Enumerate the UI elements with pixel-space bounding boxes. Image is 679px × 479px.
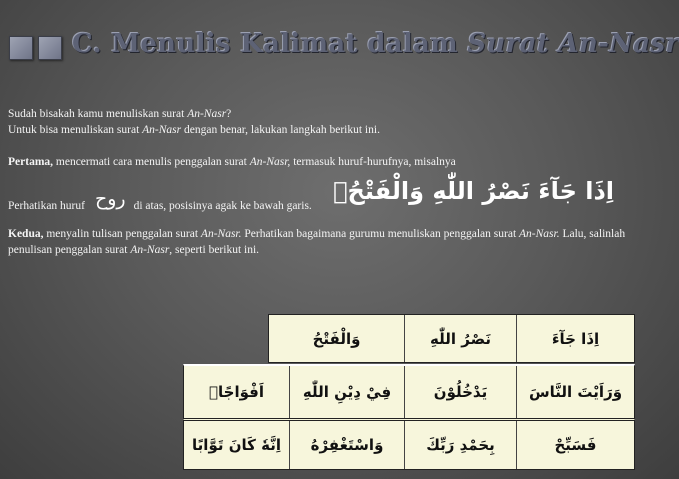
p5-text-d: , seperti berikut ini. (169, 244, 260, 256)
p5-surah-1: An-Nasr. (200, 228, 242, 240)
table-cell: فَسَبِّحْ (516, 421, 634, 469)
p1-text-b: ? (226, 108, 232, 120)
p4-text-b: di atas, posisinya agak ke bawah garis. (133, 200, 312, 212)
table-cell: وَالْفَتْحُ (312, 329, 361, 348)
p2-text-a: Untuk bisa menuliskan surat (8, 124, 143, 136)
p3-text-a: mencermati cara menulis penggalan surat (53, 156, 250, 168)
table-cell: يَدْخُلُوْنَ (404, 366, 516, 418)
table-row (183, 364, 635, 419)
p3-surah: An-Nasr, (249, 156, 291, 168)
table-cell: فِيْ دِيْنِ اللّٰهِ (289, 366, 404, 418)
paragraph-instruction (8, 122, 380, 138)
title-bullet-square-1 (9, 36, 33, 60)
paragraph-step-one (8, 154, 456, 170)
paragraph-step-two (8, 226, 628, 258)
table-cell: وَرَاَيْتَ النَّاسَ (516, 366, 634, 418)
slide-title-surah: Surat An-Nasr (467, 29, 679, 59)
p5-text-a: menyalin tulisan penggalan surat (43, 228, 201, 240)
p4-text-a: Perhatikan huruf (8, 200, 85, 212)
p1-text-a: Sudah bisakah kamu menuliskan surat (8, 108, 188, 120)
slide-title-prefix: C. Menulis Kalimat dalam (72, 29, 468, 59)
p2-text-b: dengan benar, lakukan langkah berikut ini. (181, 124, 380, 136)
p5-surah-2: An-Nasr. (519, 228, 560, 240)
slide-title (72, 29, 679, 59)
paragraph-letters-note (8, 188, 312, 214)
p5-text-c: Lalu, salinlah penulisan penggalan surat (8, 228, 626, 256)
table-row (268, 314, 635, 363)
table-cell: وَاسْتَغْفِرْهُ (289, 421, 404, 469)
p1-surah: An-Nasr (187, 108, 227, 120)
ayat-example: اِذَا جَآءَ نَصْرُ اللّٰهِ وَالْفَتْحُۙ (333, 177, 614, 205)
table-cell: نَصْرُ اللّٰهِ (404, 315, 516, 362)
table-cell: بِحَمْدِ رَبِّكَ (404, 421, 516, 469)
p5-text-b: Perhatikan bagaimana gurumu menuliskan penggalan surat (241, 228, 520, 240)
table-cell: اِنَّهٗ كَانَ تَوَّابًا (192, 436, 281, 454)
paragraph-question (8, 106, 231, 122)
arabic-letters: روح (94, 188, 126, 210)
table-cell: اَفْوَاجًاۙ (209, 383, 264, 401)
p3-step-label: Pertama, (8, 156, 54, 168)
table-row (183, 418, 635, 470)
p3-text-b: termasuk huruf-hurufnya, misalnya (290, 156, 456, 168)
title-bullet-square-2 (38, 36, 62, 60)
p5-step-label: Kedua, (8, 228, 44, 240)
table-cell: اِذَا جَآءَ (516, 315, 634, 362)
p5-surah-3: An-Nasr (130, 244, 170, 256)
p2-surah: An-Nasr (142, 124, 182, 136)
